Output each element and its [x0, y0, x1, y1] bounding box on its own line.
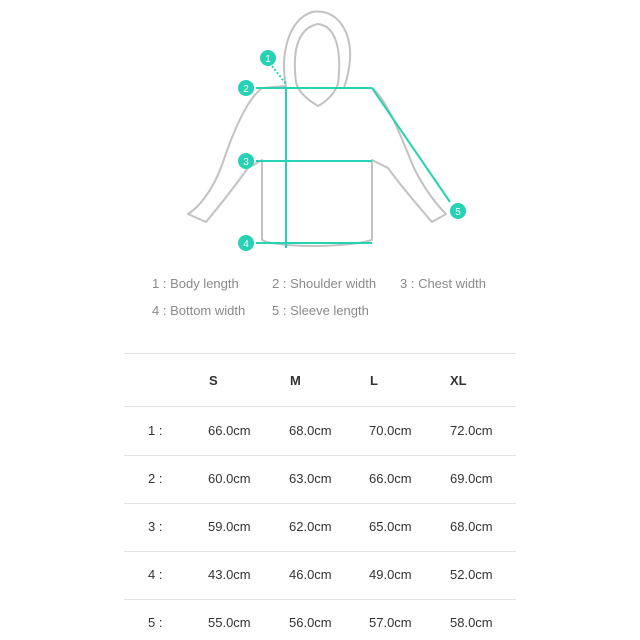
- table-cell: 66.0cm: [369, 471, 412, 486]
- table-divider: [124, 455, 516, 456]
- table-cell: 69.0cm: [450, 471, 493, 486]
- table-cell: 66.0cm: [208, 423, 251, 438]
- marker-2: [238, 80, 254, 96]
- sleeve-length-line: [372, 88, 450, 202]
- marker-4: [238, 235, 254, 251]
- table-cell: 56.0cm: [289, 615, 332, 630]
- table-cell: 49.0cm: [369, 567, 412, 582]
- table-divider: [124, 599, 516, 600]
- hood-outline: [284, 12, 350, 88]
- table-cell: 65.0cm: [369, 519, 412, 534]
- svg-text:2: 2: [243, 84, 249, 95]
- table-divider: [124, 503, 516, 504]
- column-header-m: M: [290, 373, 301, 388]
- row-label: 4 :: [148, 567, 163, 582]
- table-cell: 68.0cm: [289, 423, 332, 438]
- column-header-s: S: [209, 373, 218, 388]
- row-label: 5 :: [148, 615, 163, 630]
- column-header-xl: XL: [450, 373, 467, 388]
- table-cell: 43.0cm: [208, 567, 251, 582]
- legend-item-sleeve-length: 5 : Sleeve length: [272, 303, 369, 318]
- marker-3: [238, 153, 254, 169]
- svg-text:1: 1: [265, 54, 271, 65]
- table-cell: 68.0cm: [450, 519, 493, 534]
- table-cell: 58.0cm: [450, 615, 493, 630]
- row-label: 2 :: [148, 471, 163, 486]
- marker-5: [450, 203, 466, 219]
- column-header-l: L: [370, 373, 378, 388]
- row-label: 3 :: [148, 519, 163, 534]
- table-cell: 72.0cm: [450, 423, 493, 438]
- table-cell: 70.0cm: [369, 423, 412, 438]
- table-cell: 60.0cm: [208, 471, 251, 486]
- legend-item-body-length: 1 : Body length: [152, 276, 239, 291]
- svg-text:5: 5: [455, 207, 461, 218]
- legend-item-bottom-width: 4 : Bottom width: [152, 303, 246, 318]
- table-cell: 63.0cm: [289, 471, 332, 486]
- table-cell: 57.0cm: [369, 615, 412, 630]
- row-label: 1 :: [148, 423, 163, 438]
- table-cell: 46.0cm: [289, 567, 332, 582]
- table-cell: 52.0cm: [450, 567, 493, 582]
- table-cell: 55.0cm: [208, 615, 251, 630]
- hood-opening: [295, 24, 339, 106]
- table-cell: 59.0cm: [208, 519, 251, 534]
- svg-text:4: 4: [243, 239, 249, 250]
- body-outline: [188, 86, 446, 246]
- marker-1: [260, 50, 276, 66]
- hoodie-measurement-diagram: [0, 0, 640, 262]
- legend-item-shoulder-width: 2 : Shoulder width: [272, 276, 377, 291]
- table-divider: [124, 353, 516, 354]
- legend-item-chest-width: 3 : Chest width: [400, 276, 486, 291]
- table-divider: [124, 406, 516, 407]
- svg-text:3: 3: [243, 157, 249, 168]
- table-divider: [124, 551, 516, 552]
- table-cell: 62.0cm: [289, 519, 332, 534]
